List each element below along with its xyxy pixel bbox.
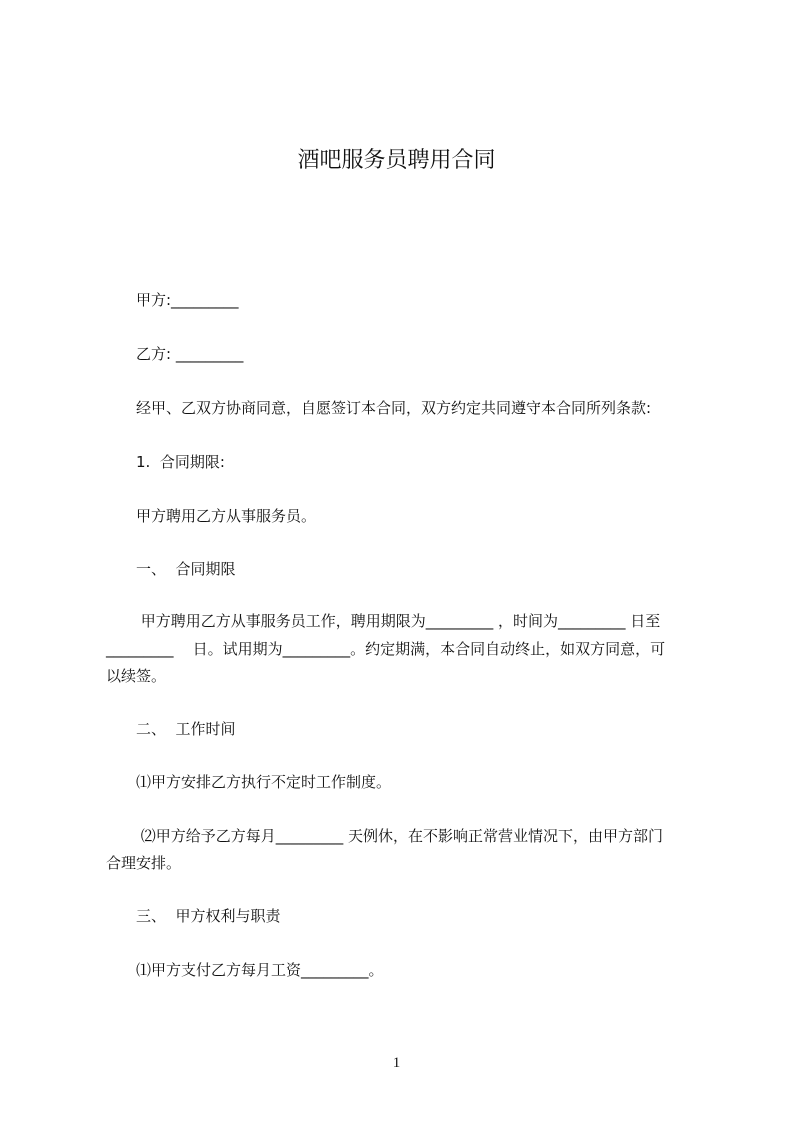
party-b-line: 乙方: _________ bbox=[136, 345, 244, 363]
section-1-heading: 一、 合同期限 bbox=[136, 560, 236, 578]
intro-paragraph: 经甲、乙双方协商同意，自愿签订本合同，双方约定共同遵守本合同所列条款: bbox=[136, 399, 652, 417]
section-3-heading: 三、 甲方权利与职责 bbox=[136, 907, 281, 925]
section-2-item-2-line-2: 合理安排。 bbox=[106, 854, 182, 872]
section-1-paragraph-line-2: _________ 日。试用期为_________。约定期满，本合同自动终止，如双方同意，可 bbox=[106, 640, 666, 658]
section-1-paragraph-line-3: 以续签。 bbox=[106, 667, 167, 685]
section-2-item-2-line-1: ⑵甲方给予乙方每月_________ 天例休，在不影响正常营业情况下，由甲方部门 bbox=[136, 827, 664, 845]
section-2-item-1: ⑴甲方安排乙方执行不定时工作制度。 bbox=[136, 773, 392, 791]
document-title: 酒吧服务员聘用合同 bbox=[297, 148, 496, 173]
page-number: 1 bbox=[392, 1055, 401, 1071]
party-a-line: 甲方:_________ bbox=[136, 291, 239, 309]
section-1-paragraph-line-1: 甲方聘用乙方从事服务员工作，聘用期限为_________ ，时间为_________ 日至 bbox=[136, 612, 661, 630]
clause-1-heading: 1. 合同期限: bbox=[136, 453, 225, 471]
clause-1-text: 甲方聘用乙方从事服务员。 bbox=[136, 507, 317, 525]
section-3-item-1: ⑴甲方支付乙方每月工资_________。 bbox=[136, 961, 384, 979]
section-2-heading: 二、 工作时间 bbox=[136, 720, 236, 738]
